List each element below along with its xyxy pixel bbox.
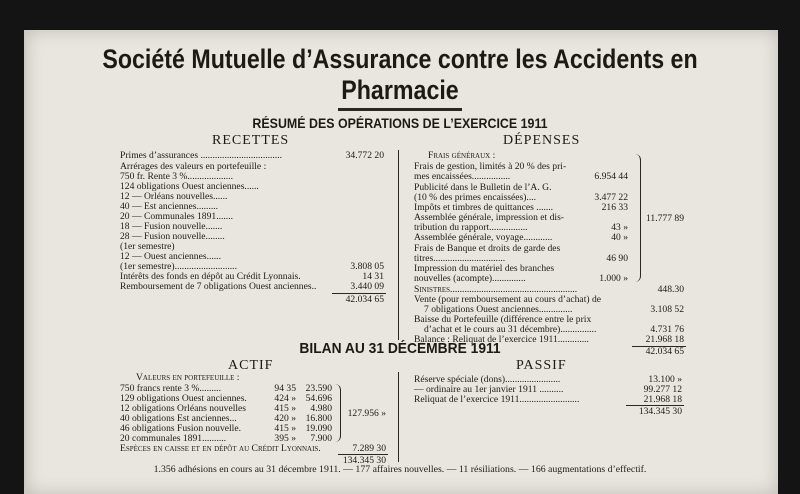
actif-row-label: 46 obligations Fusion nouvelle. bbox=[120, 423, 241, 434]
passif-total: 134.345 30 bbox=[638, 406, 682, 417]
actif-row-price: 395 » bbox=[274, 433, 296, 444]
depenses-amount: 6.954 44 bbox=[594, 171, 628, 182]
actif-subheader: Valeurs en portefeuille : bbox=[136, 372, 240, 383]
depenses-line: nouvelles (acompte).............. bbox=[414, 273, 526, 284]
column-divider bbox=[398, 150, 399, 340]
depenses-line: mes encaissées................ bbox=[414, 171, 511, 182]
portfolio-total: 127.956 » bbox=[347, 408, 386, 419]
balance-amount: 21.968 18 bbox=[645, 334, 684, 345]
depenses-amount: 46 90 bbox=[606, 253, 628, 264]
actif-row-label: 40 obligations Est anciennes... bbox=[120, 413, 237, 424]
depenses-line: Impôts et timbres de quittances ....... bbox=[414, 202, 554, 213]
depenses-line: Publicité dans le Bulletin de l’A. G. bbox=[414, 182, 552, 193]
frais-total: 11.777 89 bbox=[645, 213, 684, 224]
actif-row-label: 20 communales 1891.......... bbox=[120, 433, 227, 444]
actif-row-value: 4.980 bbox=[310, 403, 332, 414]
recettes-line: 12 — Orléans nouvelles...... bbox=[120, 191, 228, 202]
actif-row-price: 94 35 bbox=[274, 383, 296, 394]
passif-row-amount: 99.277 12 bbox=[643, 384, 682, 395]
bilan-title: BILAN AU 31 DÉCEMBRE 1911 bbox=[299, 340, 501, 357]
actif-row-price: 424 » bbox=[274, 393, 296, 404]
passif-row-amount: 21.968 18 bbox=[643, 394, 682, 405]
actif-row-value: 16.800 bbox=[305, 413, 332, 424]
actif-row-price: 415 » bbox=[274, 423, 296, 434]
recettes-line: Remboursement de 7 obligations Ouest anciennes.. bbox=[120, 281, 317, 292]
baisse-amount: 4.731 76 bbox=[650, 324, 684, 335]
recettes-line: Arrérages des valeurs en portefeuille : bbox=[120, 161, 267, 172]
recettes-line: (1er semestre) bbox=[120, 241, 175, 252]
recettes-line: 750 fr. Rente 3 %................... bbox=[120, 171, 233, 182]
depenses-amount: 216 33 bbox=[601, 202, 628, 213]
actif-row-price: 415 » bbox=[274, 403, 296, 414]
depenses-amount: 1.000 » bbox=[599, 273, 628, 284]
recettes-line: Intérêts des fonds en dépôt au Crédit Lyonnais. bbox=[120, 271, 301, 282]
balance-line: Balance : Reliquat de l’exercice 1911............. bbox=[414, 334, 589, 345]
actif-row-label: 750 francs rente 3 %......... bbox=[120, 383, 221, 394]
document-title: Société Mutuelle d’Assurance contre les Accidents en Pharmacie bbox=[102, 44, 698, 105]
depenses-line: titres.............................. bbox=[414, 253, 506, 264]
recettes-line: 124 obligations Ouest anciennes...... bbox=[120, 181, 259, 192]
actif-header: ACTIF bbox=[228, 358, 274, 373]
especes-amount: 7.289 30 bbox=[352, 443, 386, 454]
actif-row-value: 23.590 bbox=[305, 383, 332, 394]
recettes-header: RECETTES bbox=[212, 133, 290, 148]
vente-amount: 3.108 52 bbox=[650, 304, 684, 315]
actif-row-value: 7.900 bbox=[310, 433, 332, 444]
sinistres-line: Sinistres..................................................... bbox=[414, 284, 578, 295]
depenses-amount: 40 » bbox=[611, 232, 628, 243]
recettes-amount: 14 31 bbox=[362, 271, 384, 282]
depenses-amount: 43 » bbox=[611, 222, 628, 233]
top-dark-edge bbox=[0, 0, 800, 30]
frais-generaux-label: Frais généraux : bbox=[428, 150, 496, 161]
especes-line: Espèces en caisse et en dépôt au Crédit Lyonnais. bbox=[120, 443, 321, 454]
actif-row-label: 12 obligations Orléans nouvelles bbox=[120, 403, 247, 414]
depenses-line: tribution du rapport................ bbox=[414, 222, 528, 233]
resume-title: RÉSUMÉ DES OPÉRATIONS DE L’EXERCICE 1911 bbox=[252, 116, 548, 131]
passif-row-label: Reliquat de l’exercice 1911......................... bbox=[414, 394, 580, 405]
depenses-amount: 3.477 22 bbox=[594, 192, 628, 203]
title-rule bbox=[338, 108, 462, 111]
depenses-line: Assemblée générale, impression et dis- bbox=[414, 212, 564, 223]
recettes-amount: 34.772 20 bbox=[345, 150, 384, 161]
recettes-total: 42.034 65 bbox=[345, 294, 384, 305]
depenses-line: Impression du matériel des branches bbox=[414, 263, 555, 274]
actif-total: 134.345 30 bbox=[342, 455, 386, 466]
recettes-line: 40 — Est anciennes......... bbox=[120, 201, 219, 212]
passif-row-label: Réserve spéciale (dons)....................... bbox=[414, 374, 561, 385]
actif-row-price: 420 » bbox=[274, 413, 296, 424]
recettes-amount: 3.440 09 bbox=[350, 281, 384, 292]
passif-header: PASSIF bbox=[516, 358, 567, 373]
depenses-line: Assemblée générale, voyage............ bbox=[414, 232, 553, 243]
recettes-line: 28 — Fusion nouvelle........ bbox=[120, 231, 225, 242]
depenses-line: Frais de Banque et droits de garde des bbox=[414, 243, 561, 254]
passif-row-amount: 13.100 » bbox=[648, 374, 682, 385]
recettes-line: 18 — Fusion nouvelle....... bbox=[120, 221, 223, 232]
actif-row-label: 129 obligations Ouest anciennes. bbox=[120, 393, 247, 404]
recettes-amount: 3.808 05 bbox=[350, 261, 384, 272]
recettes-line: 20 — Communales 1891....... bbox=[120, 211, 233, 222]
baisse-line: d’achat et le cours au 31 décembre)............... bbox=[424, 324, 597, 335]
depenses-header: DÉPENSES bbox=[503, 133, 581, 148]
vente-line: 7 obligations Ouest anciennes.............. bbox=[424, 304, 573, 315]
actif-row-value: 54.696 bbox=[305, 393, 332, 404]
baisse-line: Baisse du Portefeuille (différence entre le prix bbox=[414, 314, 592, 325]
recettes-line: 12 — Ouest anciennes...... bbox=[120, 251, 221, 262]
depenses-line: Frais de gestion, limités à 20 % des pri- bbox=[414, 161, 567, 172]
sinistres-amount: 448.30 bbox=[657, 284, 684, 295]
depenses-total: 42.034 65 bbox=[645, 346, 684, 357]
actif-row-value: 19.090 bbox=[305, 423, 332, 434]
depenses-line: (10 % des primes encaissées).... bbox=[414, 192, 537, 203]
bilan-divider bbox=[398, 372, 399, 462]
footer-statistics: 1.356 adhésions en cours au 31 décembre 1911. — 177 affaires nouvelles. — 11 résiliations. — 166 augmentations d’effectif. bbox=[153, 464, 647, 475]
recettes-line: (1er semestre).......................... bbox=[120, 261, 237, 272]
vente-line: Vente (pour remboursement au cours d’achat) de bbox=[414, 294, 602, 305]
passif-row-label: — ordinaire au 1er janvier 1911 .......... bbox=[414, 384, 564, 395]
recettes-line: Primes d’assurances .................................. bbox=[120, 150, 283, 161]
